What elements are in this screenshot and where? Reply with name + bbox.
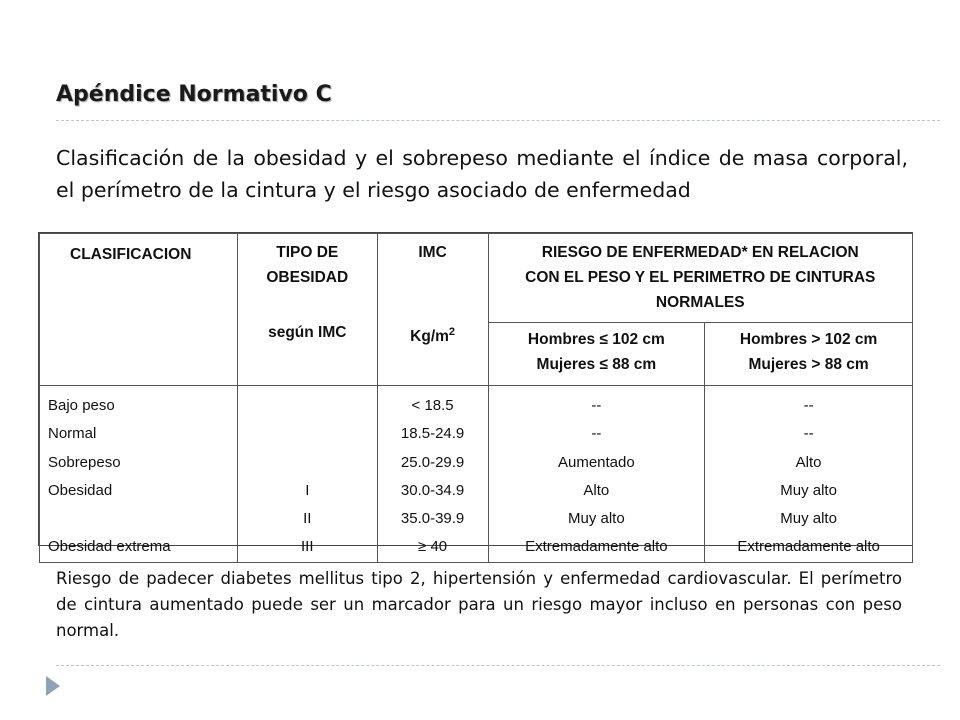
column-imc xyxy=(377,386,488,563)
table-cell: -- xyxy=(591,425,602,443)
table-cell xyxy=(238,449,377,477)
column-tipo xyxy=(237,386,377,563)
bottom-divider xyxy=(56,665,940,666)
table-cell xyxy=(238,420,377,448)
table-cell: -- xyxy=(803,425,814,443)
table-cell: Aumentado xyxy=(557,453,635,471)
table-cell xyxy=(238,392,377,420)
column-riesgo-alto xyxy=(705,386,913,563)
header-riesgo: RIESGO DE ENFERMEDAD* EN RELACION CON EL PESO Y EL PERIMETRO DE CINTURAS NORMALES xyxy=(488,234,913,323)
next-arrow-icon[interactable] xyxy=(46,676,60,696)
table-cell: Muy alto xyxy=(780,510,837,528)
intro-paragraph: Clasificación de la obesidad y el sobrepeso mediante el índice de masa corporal, el perímetro de la cintura y el riesgo asociado de enfermedad xyxy=(56,146,908,202)
column-riesgo-normal xyxy=(488,386,705,563)
table-cell: Normal xyxy=(48,425,97,443)
table-cell: I xyxy=(305,481,310,499)
header-cintura-normal: Hombres ≤ 102 cm Mujeres ≤ 88 cm xyxy=(488,323,705,386)
header-tipo-obesidad: TIPO DE OBESIDAD según IMC xyxy=(237,234,377,386)
table-cell: Extremadamente alto xyxy=(525,538,668,556)
table-cell: Alto xyxy=(583,481,610,499)
bmi-classification-table xyxy=(38,232,913,556)
table-cell: -- xyxy=(803,397,814,414)
table-cell: ≥ 40 xyxy=(418,538,448,556)
header-clasificacion: CLASIFICACION xyxy=(40,234,238,386)
table-cell: 25.0-29.9 xyxy=(400,453,465,471)
table-cell: III xyxy=(301,538,314,556)
table-cell: 35.0-39.9 xyxy=(400,510,465,528)
table-cell: < 18.5 xyxy=(411,397,454,414)
table-cell: -- xyxy=(591,397,602,414)
top-divider xyxy=(56,120,940,121)
header-cintura-alta: Hombres > 102 cm Mujeres > 88 cm xyxy=(705,323,913,386)
header-imc: IMC $Kg/m^2$ xyxy=(377,234,488,386)
table-cell: Obesidad xyxy=(48,481,113,499)
table-cell: Bajo peso xyxy=(48,397,115,414)
table-cell: 18.5-24.9 xyxy=(400,425,465,443)
table-cell xyxy=(48,505,237,533)
footnote-paragraph: Riesgo de padecer diabetes mellitus tipo 2, hipertensión y enfermedad cardiovascular. El perímetro de cintura aumentado puede ser un marcador para un riesgo mayor incluso en personas con peso normal. xyxy=(56,569,902,640)
column-clasificacion xyxy=(40,386,238,563)
table-cell: Sobrepeso xyxy=(48,453,121,471)
page-title: Apéndice Normativo C xyxy=(56,82,332,107)
table-cell: Muy alto xyxy=(568,510,625,528)
table-cell: Alto xyxy=(795,453,822,471)
table-cell: Extremadamente alto xyxy=(737,538,880,556)
table-cell: Muy alto xyxy=(780,481,837,499)
table-cell: II xyxy=(303,510,312,528)
table-cell: 30.0-34.9 xyxy=(400,481,465,499)
table-cell: Obesidad extrema xyxy=(48,538,171,556)
